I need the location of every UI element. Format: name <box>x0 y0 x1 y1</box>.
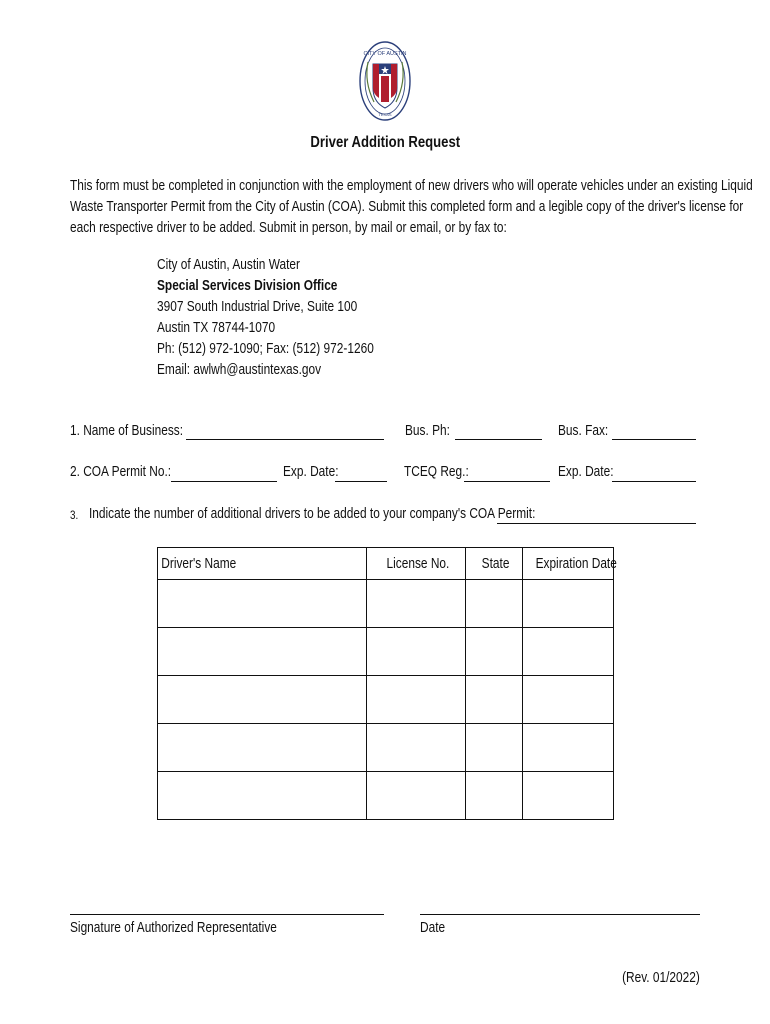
column-header-state: State <box>466 548 523 580</box>
expiration-date-cell[interactable] <box>523 580 614 628</box>
column-header-expiration-date: Expiration Date <box>523 548 614 580</box>
permit-no-field[interactable] <box>171 481 277 482</box>
bus-fax-label: Bus. Fax: <box>558 423 609 439</box>
svg-text:TEXAS: TEXAS <box>378 112 392 117</box>
city-of-austin-seal <box>358 40 412 122</box>
table-row <box>158 772 614 820</box>
business-name-label: 1. Name of Business: <box>70 423 184 439</box>
bus-phone-label: Bus. Ph: <box>405 423 450 439</box>
intro-line: each respective driver to be added. Submit in person, by mail or email, or by fax to: <box>70 220 507 236</box>
date-label: Date <box>420 920 446 936</box>
signature-label: Signature of Authorized Representative <box>70 920 277 936</box>
drivers-name-cell[interactable] <box>158 772 367 820</box>
state-cell[interactable] <box>466 676 523 724</box>
table-row <box>158 724 614 772</box>
bus-phone-field[interactable] <box>455 439 542 440</box>
license-no-cell[interactable] <box>367 628 466 676</box>
additional-drivers-label: Indicate the number of additional drivers to be added to your company's COA Permit: <box>89 506 536 522</box>
column-header-drivers-name: Driver's Name <box>158 548 367 580</box>
permit-no-label: 2. COA Permit No.: <box>70 464 172 480</box>
drivers-name-cell[interactable] <box>158 580 367 628</box>
state-cell[interactable] <box>466 580 523 628</box>
drivers-name-cell[interactable] <box>158 676 367 724</box>
table-header-row <box>158 548 614 580</box>
svg-text:CITY OF AUSTIN: CITY OF AUSTIN <box>363 51 407 57</box>
mailing-address <box>157 255 421 381</box>
signature-line[interactable] <box>70 914 384 915</box>
state-cell[interactable] <box>466 628 523 676</box>
intro-paragraph <box>70 176 770 239</box>
tceq-exp-date-field[interactable] <box>612 481 696 482</box>
license-no-cell[interactable] <box>367 724 466 772</box>
drivers-name-cell[interactable] <box>158 724 367 772</box>
revision-note: (Rev. 01/2022) <box>622 970 700 986</box>
office-name: Special Services Division Office <box>157 278 338 294</box>
intro-line: This form must be completed in conjunction with the employment of new drivers who will operate vehicles under an existing Liquid <box>70 178 753 194</box>
table-row <box>158 676 614 724</box>
address-line: Austin TX 78744-1070 <box>157 320 276 336</box>
license-no-cell[interactable] <box>367 676 466 724</box>
email-line: Email: awlwh@austintexas.gov <box>157 362 322 378</box>
license-no-cell[interactable] <box>367 580 466 628</box>
address-line: City of Austin, Austin Water <box>157 257 300 273</box>
table-row <box>158 580 614 628</box>
table-row <box>158 628 614 676</box>
additional-drivers-count-field[interactable] <box>497 523 696 524</box>
bus-fax-field[interactable] <box>612 439 696 440</box>
permit-exp-date-label: Exp. Date: <box>283 464 339 480</box>
tceq-exp-date-label: Exp. Date: <box>558 464 614 480</box>
state-cell[interactable] <box>466 772 523 820</box>
expiration-date-cell[interactable] <box>523 724 614 772</box>
date-line[interactable] <box>420 914 700 915</box>
permit-exp-date-field[interactable] <box>335 481 387 482</box>
intro-line: Waste Transporter Permit from the City of Austin (COA). Submit this completed form and a legible copy of the driver's license for <box>70 199 744 215</box>
tceq-reg-field[interactable] <box>464 481 550 482</box>
form-title: Driver Addition Request <box>310 134 460 151</box>
drivers-name-cell[interactable] <box>158 628 367 676</box>
column-header-license-no: License No. <box>367 548 466 580</box>
state-cell[interactable] <box>466 724 523 772</box>
expiration-date-cell[interactable] <box>523 772 614 820</box>
drivers-table <box>157 547 617 820</box>
address-line: 3907 South Industrial Drive, Suite 100 <box>157 299 358 315</box>
phone-fax-line: Ph: (512) 972-1090; Fax: (512) 972-1260 <box>157 341 374 357</box>
business-name-field[interactable] <box>186 439 384 440</box>
expiration-date-cell[interactable] <box>523 676 614 724</box>
expiration-date-cell[interactable] <box>523 628 614 676</box>
question-3-number: 3. <box>70 508 79 522</box>
tceq-reg-label: TCEQ Reg.: <box>404 464 469 480</box>
license-no-cell[interactable] <box>367 772 466 820</box>
